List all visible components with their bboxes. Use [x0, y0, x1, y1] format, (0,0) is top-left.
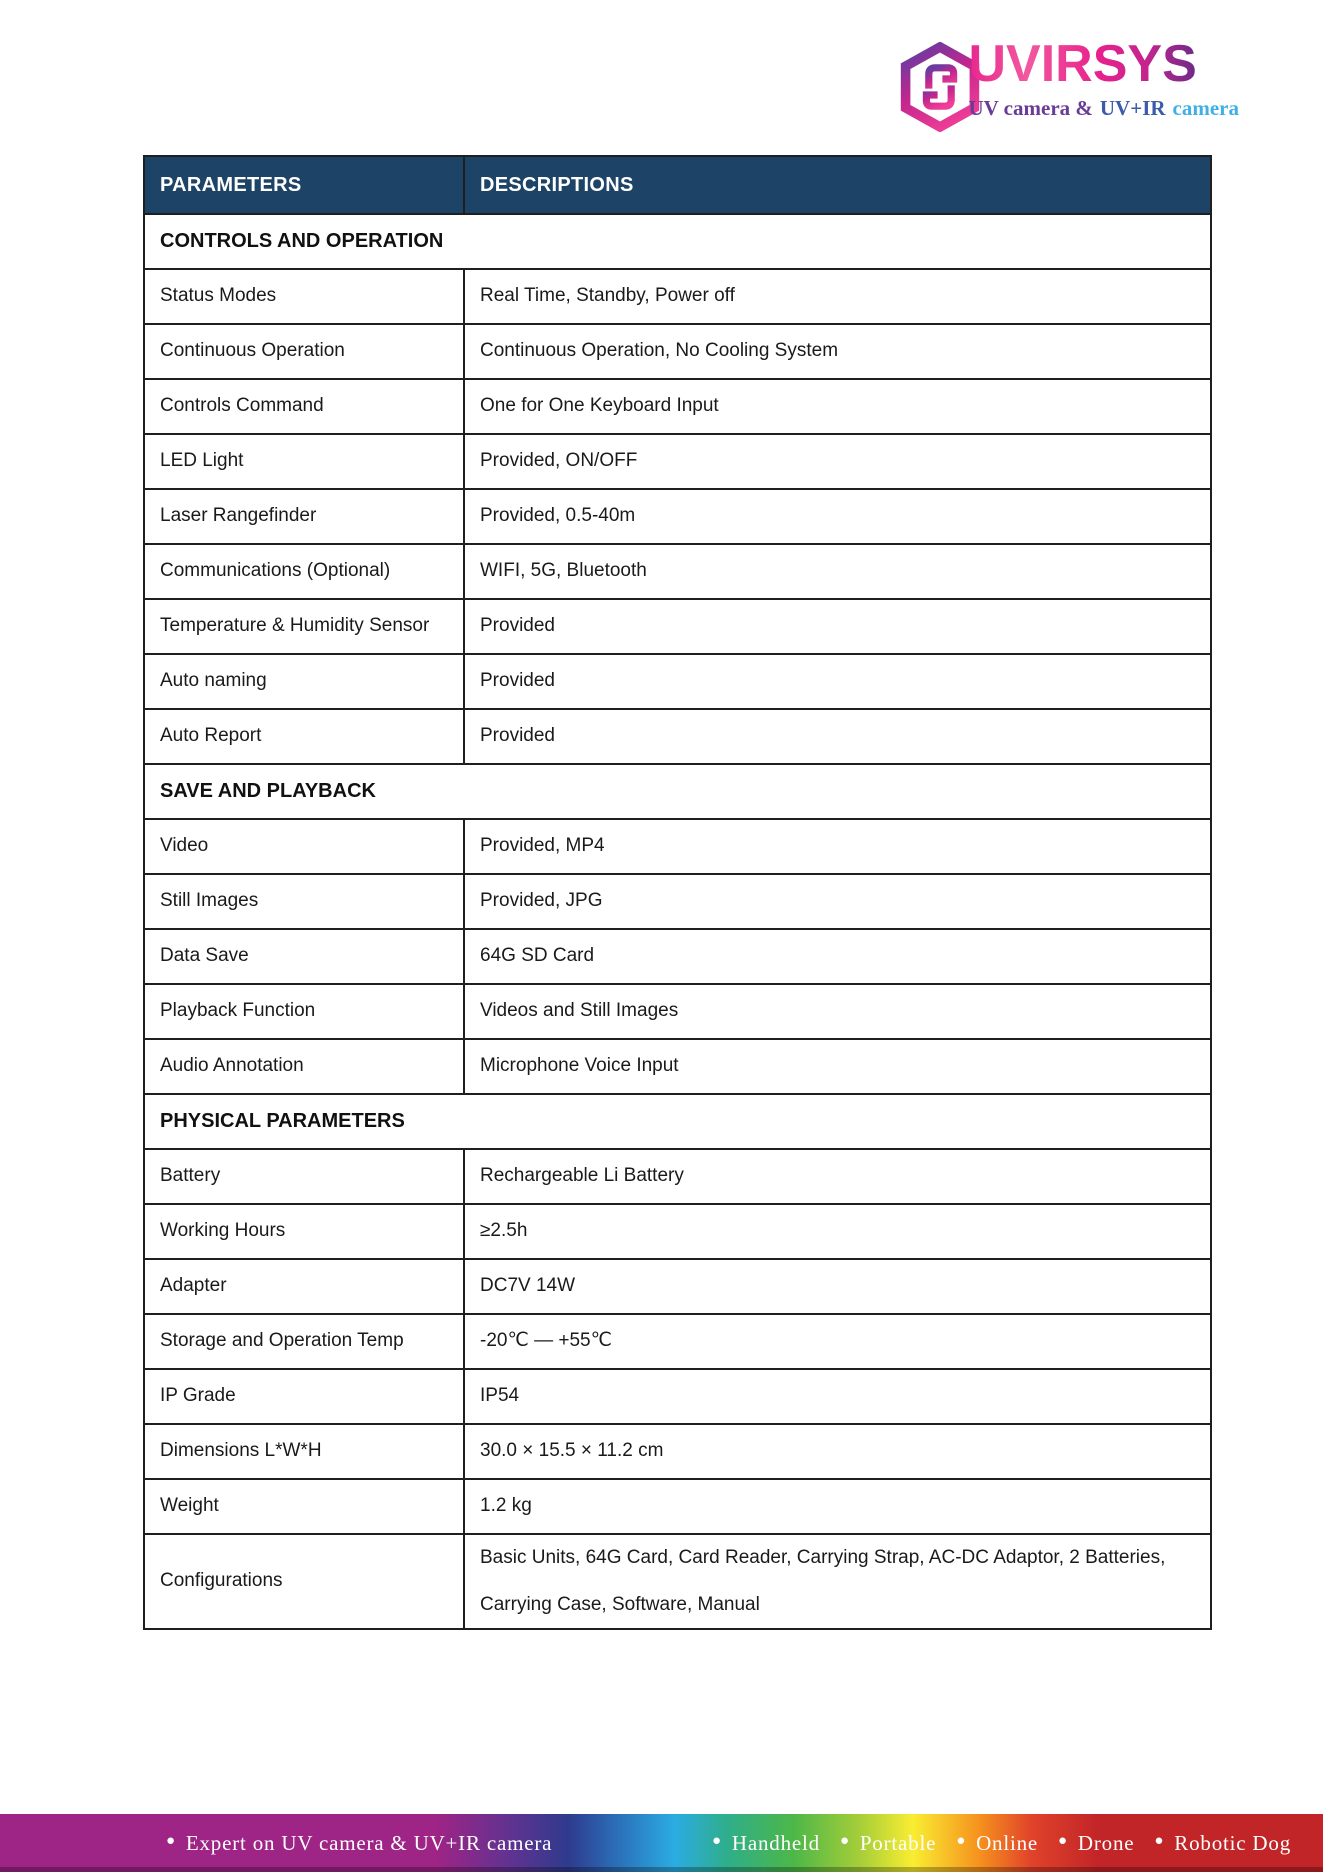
table-row — [144, 874, 1211, 929]
parameter-cell: Configurations — [144, 1534, 464, 1629]
parameter-cell: Audio Annotation — [144, 1039, 464, 1094]
footer-tag — [956, 1831, 1038, 1856]
table-row — [144, 324, 1211, 379]
table-row — [144, 929, 1211, 984]
parameter-cell: Storage and Operation Temp — [144, 1314, 464, 1369]
bullet-icon: ● — [1058, 1832, 1068, 1849]
table-row — [144, 1259, 1211, 1314]
parameter-cell: Still Images — [144, 874, 464, 929]
tagline-camera: camera — [1172, 96, 1239, 120]
parameter-cell: Controls Command — [144, 379, 464, 434]
column-header-parameters: PARAMETERS — [144, 156, 464, 214]
table-row — [144, 1314, 1211, 1369]
table-row — [144, 709, 1211, 764]
parameter-cell: Playback Function — [144, 984, 464, 1039]
parameter-cell: Laser Rangefinder — [144, 489, 464, 544]
description-cell: 1.2 kg — [464, 1479, 1211, 1534]
section-row — [144, 1094, 1211, 1149]
footer-slogan — [166, 1831, 552, 1856]
parameter-cell: Weight — [144, 1479, 464, 1534]
description-cell: Provided, JPG — [464, 874, 1211, 929]
footer-tags — [712, 1831, 1291, 1856]
table-row — [144, 544, 1211, 599]
parameter-cell: Working Hours — [144, 1204, 464, 1259]
parameter-cell: Data Save — [144, 929, 464, 984]
table-row — [144, 599, 1211, 654]
section-title: CONTROLS AND OPERATION — [144, 214, 1211, 269]
description-cell: IP54 — [464, 1369, 1211, 1424]
brand-name: UVIRSYS — [968, 38, 1239, 90]
footer-tag — [1154, 1831, 1291, 1856]
parameter-cell: Auto Report — [144, 709, 464, 764]
parameter-cell: Battery — [144, 1149, 464, 1204]
bullet-icon: ● — [166, 1832, 176, 1849]
parameter-cell: Status Modes — [144, 269, 464, 324]
parameter-cell: Communications (Optional) — [144, 544, 464, 599]
tagline-uv-camera: UV camera & — [968, 96, 1093, 120]
logo — [900, 35, 1239, 137]
parameter-cell: Video — [144, 819, 464, 874]
table-header-row — [144, 156, 1211, 214]
description-cell: -20℃ — +55℃ — [464, 1314, 1211, 1369]
description-cell: ≥2.5h — [464, 1204, 1211, 1259]
bullet-icon: ● — [712, 1832, 722, 1849]
table-row — [144, 489, 1211, 544]
column-header-descriptions: DESCRIPTIONS — [464, 156, 1211, 214]
footer-tag — [1058, 1831, 1134, 1856]
section-row — [144, 764, 1211, 819]
table-row — [144, 1424, 1211, 1479]
description-cell: Real Time, Standby, Power off — [464, 269, 1211, 324]
footer-tag-label: Portable — [859, 1830, 937, 1855]
footer-tag-label: Online — [976, 1830, 1039, 1855]
spec-table-body — [144, 214, 1211, 1629]
description-cell: Videos and Still Images — [464, 984, 1211, 1039]
description-cell: Basic Units, 64G Card, Card Reader, Carrying Strap, AC-DC Adaptor, 2 Batteries, Carrying Case, Software, Manual — [464, 1534, 1211, 1629]
footer-tag — [712, 1831, 820, 1856]
table-row — [144, 1369, 1211, 1424]
parameter-cell: Auto naming — [144, 654, 464, 709]
description-cell: Provided — [464, 709, 1211, 764]
bullet-icon: ● — [1154, 1832, 1165, 1849]
table-row — [144, 984, 1211, 1039]
table-row — [144, 1479, 1211, 1534]
parameter-cell: Adapter — [144, 1259, 464, 1314]
table-row — [144, 1149, 1211, 1204]
description-cell: Provided, ON/OFF — [464, 434, 1211, 489]
description-cell: Microphone Voice Input — [464, 1039, 1211, 1094]
section-title: PHYSICAL PARAMETERS — [144, 1094, 1211, 1149]
section-row — [144, 214, 1211, 269]
table-row — [144, 1534, 1211, 1629]
parameter-cell: Temperature & Humidity Sensor — [144, 599, 464, 654]
table-row — [144, 819, 1211, 874]
parameter-cell: IP Grade — [144, 1369, 464, 1424]
brand-tagline — [968, 96, 1239, 121]
tagline-uvir: UV+IR — [1099, 96, 1166, 120]
table-row — [144, 654, 1211, 709]
footer-bar — [0, 1814, 1323, 1872]
description-cell: WIFI, 5G, Bluetooth — [464, 544, 1211, 599]
bullet-icon: ● — [839, 1832, 850, 1849]
description-cell: Provided — [464, 599, 1211, 654]
description-cell: Provided, 0.5-40m — [464, 489, 1211, 544]
parameter-cell: LED Light — [144, 434, 464, 489]
footer-slogan-text: Expert on UV camera & UV+IR camera — [185, 1830, 553, 1855]
spec-table — [143, 155, 1212, 1630]
footer-tag-label: Drone — [1077, 1830, 1135, 1855]
description-cell: Continuous Operation, No Cooling System — [464, 324, 1211, 379]
description-cell: One for One Keyboard Input — [464, 379, 1211, 434]
table-row — [144, 379, 1211, 434]
table-row — [144, 269, 1211, 324]
description-cell: 30.0 × 15.5 × 11.2 cm — [464, 1424, 1211, 1479]
description-cell: Provided — [464, 654, 1211, 709]
section-title: SAVE AND PLAYBACK — [144, 764, 1211, 819]
description-cell: Provided, MP4 — [464, 819, 1211, 874]
description-cell: Rechargeable Li Battery — [464, 1149, 1211, 1204]
footer-tag-label: Robotic Dog — [1174, 1830, 1291, 1855]
footer-tag — [840, 1831, 936, 1856]
bullet-icon: ● — [956, 1832, 967, 1849]
parameter-cell: Dimensions L*W*H — [144, 1424, 464, 1479]
table-row — [144, 434, 1211, 489]
table-row — [144, 1039, 1211, 1094]
table-row — [144, 1204, 1211, 1259]
footer-tag-label: Handheld — [731, 1830, 820, 1855]
description-cell: DC7V 14W — [464, 1259, 1211, 1314]
description-cell: 64G SD Card — [464, 929, 1211, 984]
parameter-cell: Continuous Operation — [144, 324, 464, 379]
